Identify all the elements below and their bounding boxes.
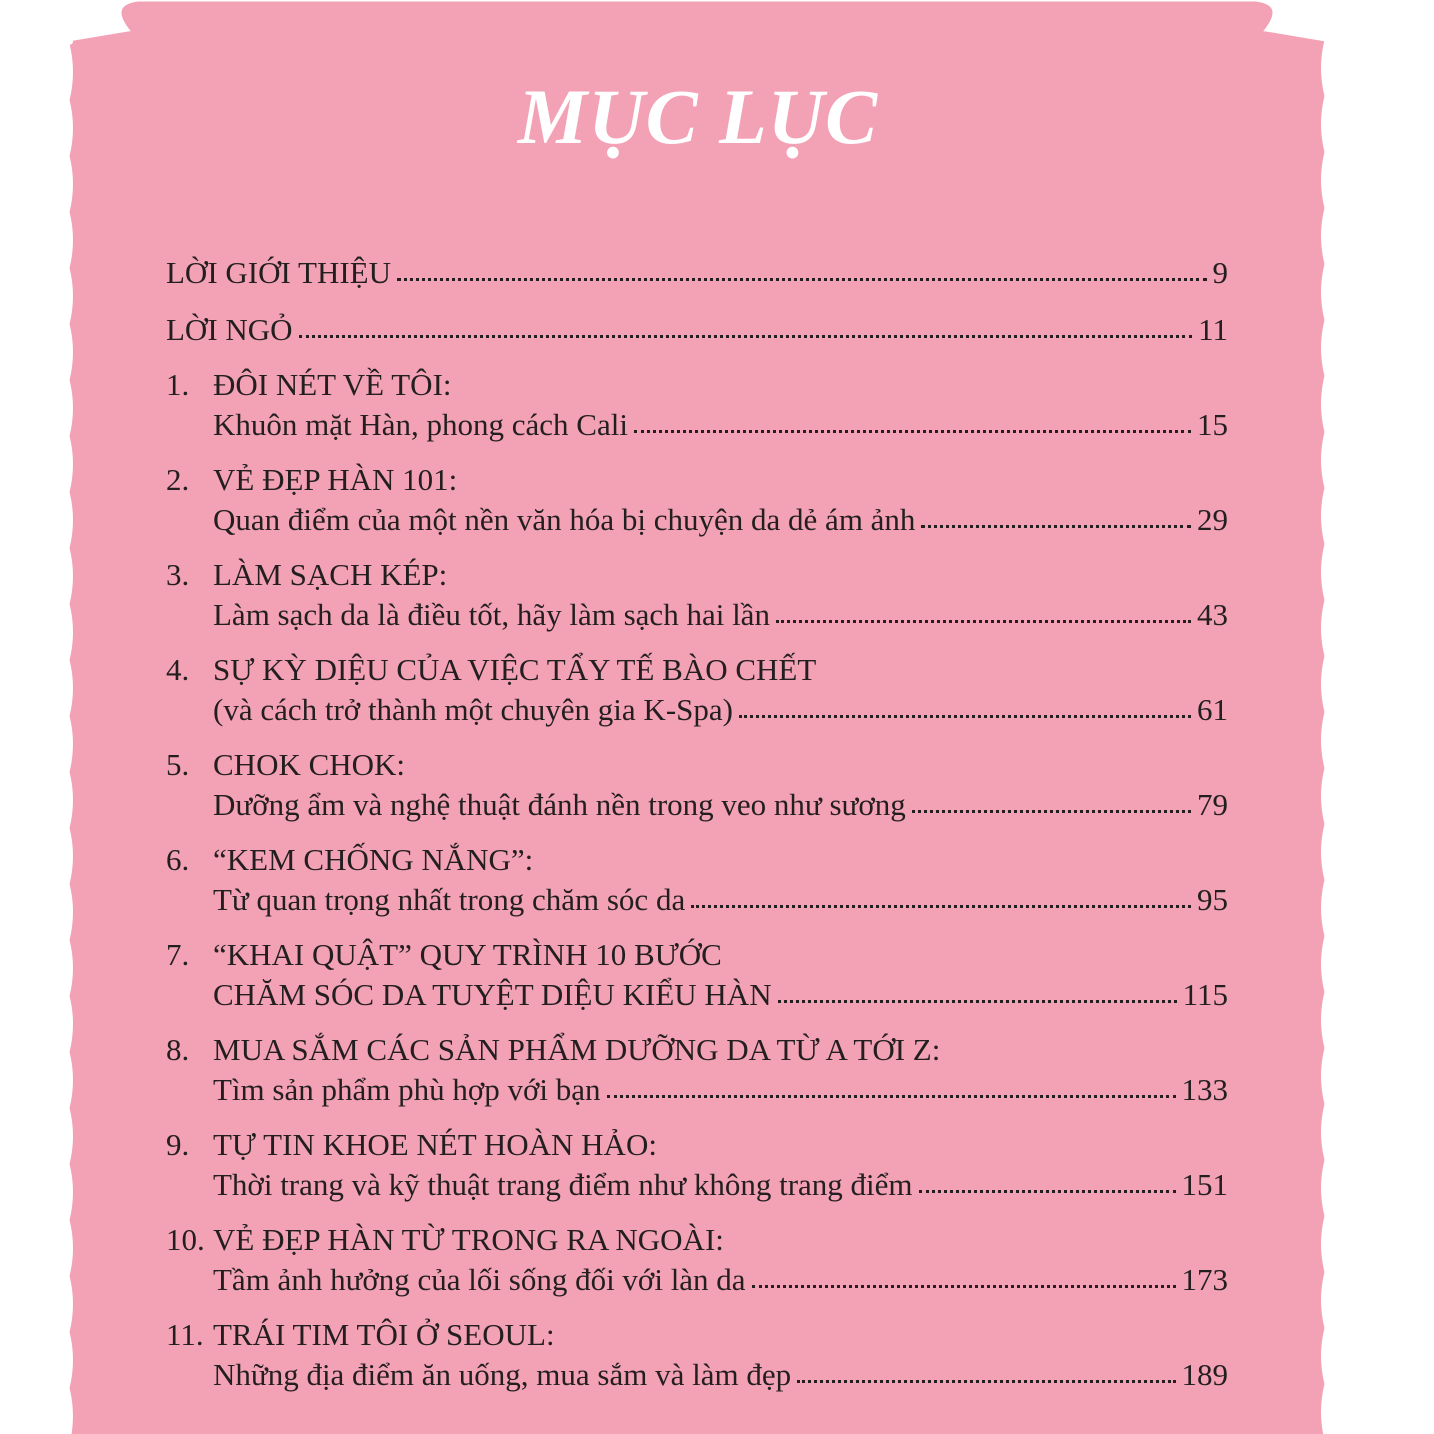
- toc-chapter-entry: [166, 1031, 1228, 1109]
- toc-line: [166, 252, 1228, 292]
- toc-page-number: 173: [1181, 1262, 1228, 1297]
- chapter-subtitle-line: [166, 689, 1228, 729]
- toc-line: [166, 309, 1228, 349]
- chapter-subtitle: Khuôn mặt Hàn, phong cách Cali: [213, 407, 628, 442]
- toc-chapter-entry: [166, 746, 1228, 824]
- toc-chapter-entry: [166, 841, 1228, 919]
- dot-leader: [919, 1164, 1176, 1195]
- dot-leader: [912, 784, 1191, 815]
- chapter-heading: TRÁI TIM TÔI Ở SEOUL:: [213, 1317, 555, 1352]
- toc-page-number: 133: [1181, 1072, 1228, 1107]
- chapter-number: 7.: [166, 937, 190, 972]
- chapter-list: [166, 366, 1228, 1394]
- toc-page-number: 15: [1197, 407, 1228, 442]
- chapter-subtitle-line: [166, 974, 1228, 1014]
- chapter-heading-line: [166, 1126, 1228, 1164]
- chapter-heading: VẺ ĐẸP HÀN 101:: [213, 462, 458, 497]
- chapter-subtitle: Thời trang và kỹ thuật trang điểm như không trang điểm: [213, 1167, 913, 1202]
- toc-page-number: 189: [1181, 1357, 1228, 1392]
- chapter-number: 9.: [166, 1127, 190, 1162]
- dot-leader: [921, 499, 1191, 530]
- chapter-heading-line: [166, 1031, 1228, 1069]
- toc-entry-foreword: [166, 252, 1228, 292]
- chapter-subtitle-line: [166, 1354, 1228, 1394]
- toc-page-number: 9: [1212, 255, 1228, 290]
- chapter-heading: TỰ TIN KHOE NÉT HOÀN HẢO:: [213, 1127, 657, 1162]
- toc-chapter-entry: [166, 936, 1228, 1014]
- chapter-heading: ĐÔI NÉT VỀ TÔI:: [213, 367, 452, 402]
- chapter-subtitle-line: [166, 594, 1228, 634]
- dot-leader: [797, 1354, 1175, 1385]
- toc-chapter-entry: [166, 651, 1228, 729]
- chapter-subtitle-line: [166, 784, 1228, 824]
- toc-page-number: 151: [1181, 1167, 1228, 1202]
- chapter-heading-line: [166, 461, 1228, 499]
- toc-page-number: 61: [1197, 692, 1228, 727]
- chapter-number: 4.: [166, 652, 190, 687]
- chapter-number: 3.: [166, 557, 190, 592]
- chapter-subtitle-line: [166, 1164, 1228, 1204]
- chapter-number: 1.: [166, 367, 190, 402]
- chapter-subtitle: Dưỡng ẩm và nghệ thuật đánh nền trong veo như sương: [213, 787, 906, 822]
- toc-page-number: 29: [1197, 502, 1228, 537]
- toc-page-number: 115: [1182, 977, 1228, 1012]
- chapter-subtitle: CHĂM SÓC DA TUYỆT DIỆU KIỂU HÀN: [213, 977, 772, 1012]
- toc-chapter-entry: [166, 1316, 1228, 1394]
- toc-entry-label: LỜI GIỚI THIỆU: [166, 255, 391, 290]
- chapter-number: 10.: [166, 1222, 205, 1257]
- toc-chapter-entry: [166, 461, 1228, 539]
- chapter-heading: MUA SẮM CÁC SẢN PHẨM DƯỠNG DA TỪ A TỚI Z:: [213, 1032, 941, 1067]
- dot-leader: [691, 879, 1191, 910]
- table-of-contents: [166, 252, 1228, 1411]
- dot-leader: [397, 252, 1207, 283]
- chapter-heading: VẺ ĐẸP HÀN TỪ TRONG RA NGOÀI:: [213, 1222, 724, 1257]
- chapter-number: 8.: [166, 1032, 190, 1067]
- chapter-number: 6.: [166, 842, 190, 877]
- toc-chapter-entry: [166, 556, 1228, 634]
- chapter-subtitle-line: [166, 1259, 1228, 1299]
- chapter-subtitle: (và cách trở thành một chuyên gia K-Spa): [213, 692, 733, 727]
- chapter-heading-line: [166, 841, 1228, 879]
- chapter-heading-line: [166, 746, 1228, 784]
- chapter-heading-line: [166, 1221, 1228, 1259]
- page-title: MỤC LỤC: [517, 73, 879, 160]
- chapter-subtitle-line: [166, 499, 1228, 539]
- chapter-subtitle-line: [166, 404, 1228, 444]
- dot-leader: [739, 689, 1191, 720]
- toc-page-number: 95: [1197, 882, 1228, 917]
- chapter-heading: CHOK CHOK:: [213, 747, 406, 782]
- chapter-heading: SỰ KỲ DIỆU CỦA VIỆC TẨY TẾ BÀO CHẾT: [213, 652, 817, 687]
- chapter-number: 2.: [166, 462, 190, 497]
- chapter-heading-line: [166, 651, 1228, 689]
- chapter-heading-line: [166, 1316, 1228, 1354]
- chapter-heading-line: [166, 366, 1228, 404]
- chapter-subtitle: Những địa điểm ăn uống, mua sắm và làm đẹp: [213, 1357, 792, 1392]
- chapter-subtitle: Tầm ảnh hưởng của lối sống đối với làn da: [213, 1262, 746, 1297]
- chapter-heading: “KHAI QUẬT” QUY TRÌNH 10 BƯỚC: [213, 937, 722, 972]
- chapter-subtitle: Từ quan trọng nhất trong chăm sóc da: [213, 882, 686, 917]
- dot-leader: [778, 974, 1177, 1005]
- chapter-heading-line: [166, 936, 1228, 974]
- toc-chapter-entry: [166, 1221, 1228, 1299]
- chapter-subtitle: Tìm sản phẩm phù hợp với bạn: [213, 1072, 601, 1107]
- chapter-number: 5.: [166, 747, 190, 782]
- toc-page-number: 11: [1198, 312, 1228, 347]
- dot-leader: [607, 1069, 1176, 1100]
- dot-leader: [634, 404, 1191, 435]
- toc-entry-preface: [166, 309, 1228, 349]
- chapter-heading: LÀM SẠCH KÉP:: [213, 557, 448, 592]
- toc-entry-label: LỜI NGỎ: [166, 312, 293, 347]
- dot-leader: [752, 1259, 1176, 1290]
- dot-leader: [299, 309, 1193, 340]
- toc-page-number: 43: [1197, 597, 1228, 632]
- toc-page-number: 79: [1197, 787, 1228, 822]
- chapter-number: 11.: [166, 1317, 204, 1352]
- toc-chapter-entry: [166, 1126, 1228, 1204]
- chapter-heading-line: [166, 556, 1228, 594]
- chapter-subtitle: Làm sạch da là điều tốt, hãy làm sạch hai lần: [213, 597, 770, 632]
- dot-leader: [776, 594, 1191, 625]
- chapter-subtitle-line: [166, 879, 1228, 919]
- toc-chapter-entry: [166, 366, 1228, 444]
- chapter-subtitle-line: [166, 1069, 1228, 1109]
- chapter-subtitle: Quan điểm của một nền văn hóa bị chuyện da dẻ ám ảnh: [213, 502, 916, 537]
- chapter-heading: “KEM CHỐNG NẮNG”:: [213, 842, 534, 877]
